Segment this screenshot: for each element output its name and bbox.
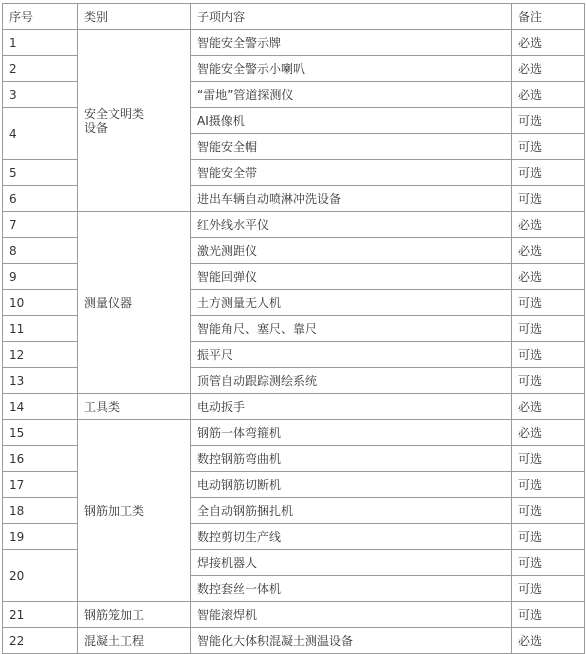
note-cell: 可选: [512, 550, 585, 576]
item-cell: 数控钢筋弯曲机: [191, 446, 512, 472]
item-cell: 钢筋一体弯箍机: [191, 420, 512, 446]
item-cell: 智能安全帽: [191, 134, 512, 160]
table-row: [3, 394, 585, 420]
category-cell: 混凝土工程: [78, 628, 191, 654]
row-number: 9: [3, 264, 78, 290]
row-number: 2: [3, 56, 78, 82]
header-cell: 序号: [3, 4, 78, 30]
row-number: 4: [3, 108, 78, 160]
item-cell: 智能角尺、塞尺、靠尺: [191, 316, 512, 342]
table-row: [3, 602, 585, 628]
note-cell: 可选: [512, 524, 585, 550]
note-cell: 可选: [512, 472, 585, 498]
table-row: [3, 212, 585, 238]
category-cell: [78, 30, 191, 212]
row-number: 16: [3, 446, 78, 472]
row-number: 3: [3, 82, 78, 108]
note-cell: 可选: [512, 160, 585, 186]
row-number: 14: [3, 394, 78, 420]
note-cell: 可选: [512, 368, 585, 394]
item-cell: 土方测量无人机: [191, 290, 512, 316]
item-cell: 智能安全警示牌: [191, 30, 512, 56]
note-cell: 可选: [512, 186, 585, 212]
item-cell: 数控剪切生产线: [191, 524, 512, 550]
category-label: 安全文明类 设备: [84, 106, 145, 135]
category-cell: 钢筋笼加工: [78, 602, 191, 628]
item-cell: 顶管自动跟踪测绘系统: [191, 368, 512, 394]
row-number: 11: [3, 316, 78, 342]
header-cell: 备注: [512, 4, 585, 30]
note-cell: 必选: [512, 56, 585, 82]
row-number: 13: [3, 368, 78, 394]
note-cell: 可选: [512, 576, 585, 602]
item-cell: 智能滚焊机: [191, 602, 512, 628]
item-cell: 电动扳手: [191, 394, 512, 420]
category-cell: 测量仪器: [78, 212, 191, 394]
table-row: [3, 30, 585, 56]
row-number: 22: [3, 628, 78, 654]
item-cell: 智能回弹仪: [191, 264, 512, 290]
note-cell: 可选: [512, 342, 585, 368]
item-cell: “雷地”管道探测仪: [191, 82, 512, 108]
note-cell: 必选: [512, 238, 585, 264]
note-cell: 可选: [512, 316, 585, 342]
item-cell: 红外线水平仪: [191, 212, 512, 238]
note-cell: 可选: [512, 290, 585, 316]
row-number: 18: [3, 498, 78, 524]
note-cell: 可选: [512, 498, 585, 524]
note-cell: 可选: [512, 602, 585, 628]
row-number: 21: [3, 602, 78, 628]
header-cell: 类别: [78, 4, 191, 30]
note-cell: 必选: [512, 394, 585, 420]
row-number: 17: [3, 472, 78, 498]
item-cell: 电动钢筋切断机: [191, 472, 512, 498]
item-cell: 进出车辆自动喷淋冲洗设备: [191, 186, 512, 212]
category-cell: 工具类: [78, 394, 191, 420]
note-cell: 必选: [512, 30, 585, 56]
equipment-table: [2, 3, 585, 654]
row-number: 15: [3, 420, 78, 446]
row-number: 19: [3, 524, 78, 550]
item-cell: 智能安全带: [191, 160, 512, 186]
item-cell: 智能安全警示小喇叭: [191, 56, 512, 82]
item-cell: 智能化大体积混凝土测温设备: [191, 628, 512, 654]
row-number: 10: [3, 290, 78, 316]
note-cell: 必选: [512, 628, 585, 654]
item-cell: 全自动钢筋捆扎机: [191, 498, 512, 524]
header-cell: 子项内容: [191, 4, 512, 30]
row-number: 1: [3, 30, 78, 56]
note-cell: 可选: [512, 446, 585, 472]
table-row: [3, 628, 585, 654]
row-number: 7: [3, 212, 78, 238]
row-number: 6: [3, 186, 78, 212]
item-cell: AI摄像机: [191, 108, 512, 134]
item-cell: 焊接机器人: [191, 550, 512, 576]
row-number: 8: [3, 238, 78, 264]
note-cell: 必选: [512, 82, 585, 108]
table-header-row: [3, 4, 585, 30]
row-number: 20: [3, 550, 78, 602]
table-row: [3, 420, 585, 446]
item-cell: 激光测距仪: [191, 238, 512, 264]
note-cell: 可选: [512, 134, 585, 160]
category-cell: 钢筋加工类: [78, 420, 191, 602]
note-cell: 必选: [512, 420, 585, 446]
note-cell: 可选: [512, 108, 585, 134]
note-cell: 必选: [512, 212, 585, 238]
note-cell: 必选: [512, 264, 585, 290]
item-cell: 振平尺: [191, 342, 512, 368]
item-cell: 数控套丝一体机: [191, 576, 512, 602]
row-number: 12: [3, 342, 78, 368]
row-number: 5: [3, 160, 78, 186]
